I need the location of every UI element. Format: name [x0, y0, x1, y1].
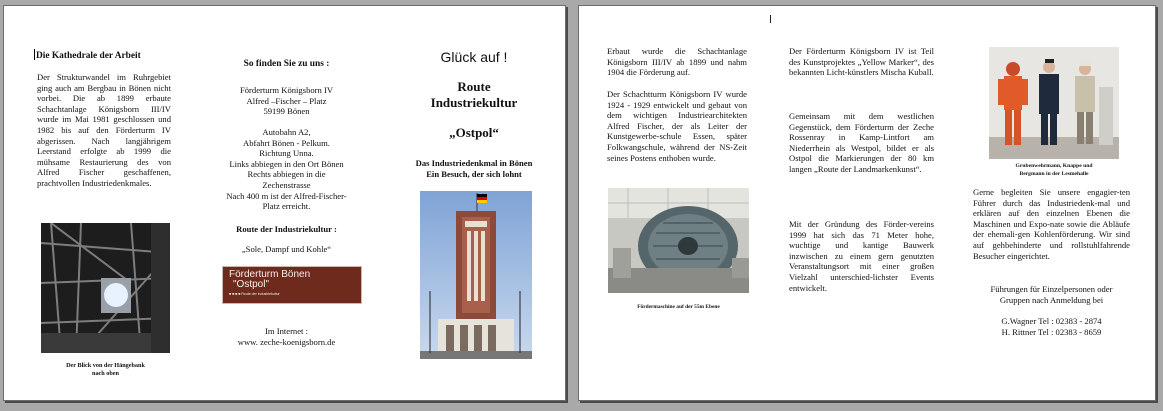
engine-caption: Fördermaschine auf der 55m Ebene: [637, 304, 720, 310]
page-2: [578, 5, 1156, 401]
headframe-interior-photo: [41, 223, 170, 353]
page2-col3-para1: Gerne begleiten Sie unsere engagier-ten Führer durch das Industriedenk-mal und erklären auf den einzelnen Ebenen die Maschinen und Expo-nate sowie die Abläufe der ehemali-gen Kohlenförderung. Wir sind auf gehbehinderte und rollstuhlfahrende Besucher eingerichtet.: [973, 187, 1130, 261]
driving-directions: Autobahn A2, Abfahrt Bönen - Pelkum. Richtung Unna. Links abbiegen in den Ort Bönen Rechts abbiegen in die Zechenstrasse Nach 400 m ist der Alfred-Fischer- Platz erreicht.: [226, 127, 347, 212]
page2-col1-para2: Der Schachtturm Königsborn IV wurde 1924 - 1929 entwickelt und gebaut von dem wichtigen Industriearchitekten Alfred Fischer, der als Leiter der Kunstgewerbe-schule Essen, später Folkwangschule, während der NS-Zeit seines Postens enthoben wurde.: [607, 89, 747, 163]
miners-caption: Grubenwehrmann, Knappe und Bergmann in der Lesmehalle: [1015, 163, 1093, 177]
page2-col2-para3: Mit der Gründung des Förder-vereins 1999 hat sich das 71 Meter hohe, wuchtige und kantige Bauwerk inzwischen zu einem gern genutzten Veranstaltungsort mit einer großen Vielzahl unterschied-lichster Events entwickelt.: [789, 219, 934, 293]
winding-engine-photo: [608, 188, 749, 293]
ostpol-sign: [222, 266, 362, 304]
page2-col1-para1: Erbaut wurde die Schachtanlage Königsborn III/IV ab 1899 und nahm 1904 die Förderung auf.: [607, 46, 747, 78]
route-heading: Route der Industriekultur :: [236, 224, 337, 234]
subtitle: Das Industriedenkmal in Bönen Ein Besuch, der sich lohnt: [415, 158, 533, 179]
greeting: Glück auf !: [440, 49, 508, 65]
sign-dots: ■ ■ ■ ■: [229, 292, 241, 296]
sign-footer: [223, 290, 361, 297]
directions-heading: So finden Sie zu uns :: [243, 59, 330, 69]
text-cursor: [34, 49, 35, 60]
page1-col1-body: Der Strukturwandel im Ruhrgebiet ging auch am Bergbau in Bönen nicht vorbei. Die ab 1899 erbaute Schachtanlage Königsborn III/IV wurde im Mai 1981 geschlossen und 1982 bis auf den Förderturm IV abgerissen. Nach langjährigem Leerstand erfolgte ab 1999 die mühsame Restaurierung des von Alfred Fischer geschaffenen, prachtvollen Industriedenkmales.: [37, 72, 171, 188]
title-line-2: Industriekultur: [430, 95, 518, 110]
headframe-tower-photo: [420, 191, 532, 359]
sign-line-1: Förderturm Bönen: [229, 269, 311, 280]
page2-col2-para1: Der Förderturm Königsborn IV ist Teil des Kunstprojektes „Yellow Marker“, des bekannten Licht-künstlers Mischa Kuball.: [789, 46, 934, 78]
sign-small-text: Route der Industriekultur: [241, 292, 280, 296]
website-url[interactable]: www. zeche-koenigsborn.de: [237, 337, 336, 347]
address-block: Förderturm Königsborn IV Alfred –Fischer – Platz 59199 Bönen: [239, 85, 334, 117]
page2-col2-para2: Gemeinsam mit dem westlichen Gegenstück, dem Förderturm der Zeche Rossenray in Kamp-Lintfort am Niederrhein als Westpol, bildet er als Ostpol die Markierungen der 80 km langen „Route der Landmarkenkunst“.: [789, 111, 934, 174]
miners-photo: [989, 47, 1119, 159]
page-1: [3, 5, 566, 401]
page1-heading: Die Kathedrale der Arbeit: [36, 51, 141, 61]
page2-col3-para2: Führungen für Einzelpersonen oder Gruppen nach Anmeldung bei: [990, 284, 1113, 305]
internet-label: Im Internet :: [265, 326, 308, 336]
photo-caption: Der Blick von der Hängebank nach oben: [66, 362, 145, 377]
title-line-1: Route: [457, 79, 491, 94]
page-top-mark: [770, 15, 771, 23]
contact-wagner: G.Wagner Tel : 02383 - 2874: [1001, 316, 1102, 326]
contact-list: [973, 316, 1130, 337]
sign-line-2: "Ostpol": [233, 279, 270, 290]
route-motto: „Sole, Dampf und Kohle“: [241, 244, 332, 254]
contact-rittner: H. Rittner Tel : 02383 - 8659: [1001, 326, 1102, 337]
title-line-3: „Ostpol“: [449, 125, 499, 140]
